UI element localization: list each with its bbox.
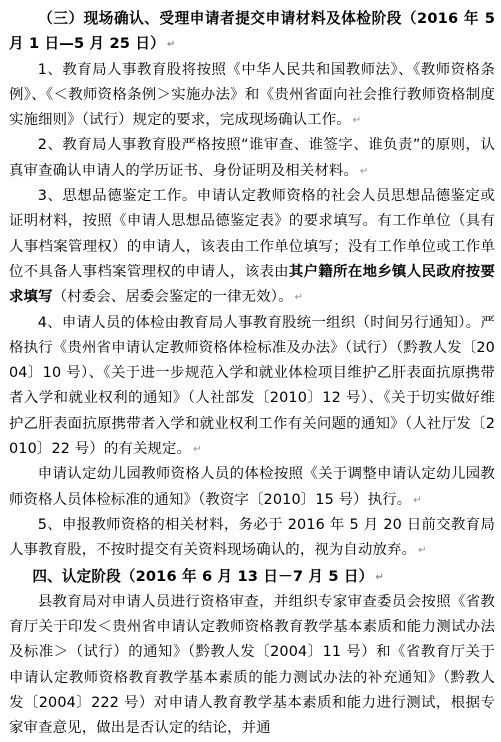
paragraph-5: 5、申报教师资格的相关材料，务必于 2016 年 5 月 20 日前交教育局人事教育股，不按时提交有关资料现场确认的，视为自动放弃。 ↵ <box>9 516 495 559</box>
paragraph-mark: ↵ <box>375 571 384 583</box>
section-heading-4: 四、认定阶段（2016 年 6 月 13 日－7 月 5 日） ↵ <box>32 567 384 585</box>
paragraph-mark: ↵ <box>166 39 176 51</box>
paragraph-mark: ↵ <box>352 115 362 127</box>
paragraph-mark: ↵ <box>193 444 202 456</box>
paragraph-4b: 申请认定幼儿园教师资格人员的体检按照《关于调整申请认定幼儿园教师资格人员体检标准的通知》（教资字〔2010〕15 号）执行。 ↵ <box>9 466 495 508</box>
paragraph-4: 4、申请人员的体检由教育局人事教育股统一组织（时间另行通知）。严格执行《贵州省申请认定教师资格体检标准及办法》（试行）（黔教人发〔2004〕10 号）、《关于进一步规范入学和就业体检项目维护乙肝表面抗原携带者入学和就业权利的通知》（人社部发〔2010〕12 号）、《关于切实做好维护乙肝表面抗原携带者入学和就业权利工作有关问题的通知》（人社厅发〔2010〕22 号）的有关规定。 ↵ <box>9 314 495 458</box>
paragraph-3: 3、思想品德鉴定工作。申请认定教师资格的社会人员思想品德鉴定或证明材料，按照《申请人思想品德鉴定表》的要求填写。有工作单位（具有人事档案管理权）的申请人，该表由工作单位填写；没有工作单位或工作单位不具备人事档案管理权的申请人，该表由其户籍所在地乡镇人民政府按要求填写（村委会、居委会鉴定的一律无效）。 ↵ <box>9 188 495 306</box>
paragraph-mark: ↵ <box>413 494 422 506</box>
section-heading-3: （三）现场确认、受理申请者提交申请材料及体检阶段（2016 年 5 月 1 日—5 月 25 日） ↵ <box>9 10 495 53</box>
bold-phrase: 其户籍所在地乡镇人民政府按要求填写 <box>9 263 495 306</box>
paragraph-mark: ↵ <box>294 292 304 304</box>
paragraph-2: 2、教育局人事教育股严格按照“谁审查、谁签字、谁负责”的原则，认真审查确认申请人的学历证书、身份证明及相关材料。 ↵ <box>9 137 495 179</box>
paragraph-6: 县教育局对申请人员进行资格审查，并组织专家审查委员会按照《省教育厅关于印发＜贵州省申请认定教师资格教育教学基本素质和能力测试办法及标准＞（试行）的通知》（黔教人发〔2004〕11 号）和《省教育厅关于申请认定教师资格教育教学基本素质的能力测试办法的补充通知》（黔教人发〔2004〕222 号）对申请人教育教学基本素质和能力进行测试，根据专家审查意见，做出是否认定的结论，并通 <box>9 593 495 737</box>
paragraph-1: 1、教育局人事教育股将按照《中华人民共和国教师法》、《教师资格条例》、《＜教师资格条例＞实施办法》和《贵州省面向社会推行教师资格制度实施细则》（试行）规定的要求，完成现场确认工作。 ↵ <box>9 61 495 129</box>
paragraph-mark: ↵ <box>418 545 427 557</box>
paragraph-mark: ↵ <box>359 165 369 177</box>
